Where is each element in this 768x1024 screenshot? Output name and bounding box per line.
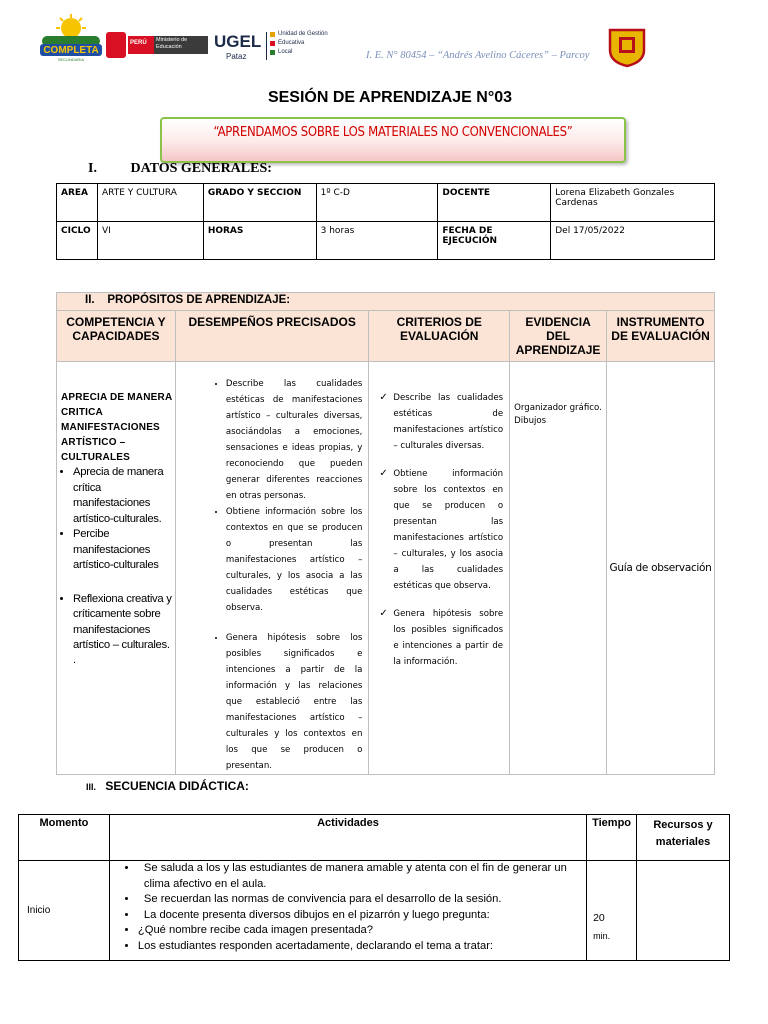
peru-shield-icon (106, 32, 126, 58)
desempeno-item: • Obtiene información sobre los contextos en que se producen o presentan las manifestaciones artístico – culturales, y los asocia a las cualidades estéticas que observa. (226, 504, 363, 616)
ugel-sub: Pataz (226, 52, 247, 61)
docente-value: Lorena Elizabeth Gonzales Cardenas (551, 184, 715, 222)
capacidad-item: • Percibe manifestaciones artístico-culturales (73, 527, 173, 574)
col-evidencia: EVIDENCIA DEL APRENDIZAJE (510, 311, 607, 362)
col-recursos: Recursos y materiales (637, 815, 730, 861)
ugel-unit-2: Educativa (278, 40, 305, 46)
horas-label: HORAS (203, 222, 316, 260)
actividades-cell (109, 861, 586, 961)
secuencia-table (18, 814, 730, 961)
ugel-logo (214, 30, 344, 64)
desempeno-item: • Genera hipótesis sobre los posibles significados e intenciones a partir de la información y las relaciones que estableció entre las manifestaciones artístico – culturales y los contextos en los que se producen o presentan. (226, 630, 363, 774)
tiempo-cell (587, 861, 637, 961)
grado-value: 1º C-D (316, 184, 438, 222)
propositos-table (56, 292, 715, 775)
fecha-label: FECHA DE EJECUCIÓN (438, 222, 551, 260)
school-name: I. E. N° 80454 – “Andrés Avelino Cáceres” – Parcoy (366, 50, 590, 61)
col-momento: Momento (19, 815, 110, 861)
area-label: AREA (57, 184, 98, 222)
col-desempenos: DESEMPEÑOS PRECISADOS (175, 311, 369, 362)
desempenos-cell (175, 362, 369, 775)
docente-label: DOCENTE (438, 184, 551, 222)
col-criterios: CRITERIOS DE EVALUACIÓN (369, 311, 510, 362)
trailing-dot: . (73, 653, 77, 666)
col-tiempo: Tiempo (587, 815, 637, 861)
desempenos-list (182, 376, 363, 774)
datos-table (56, 183, 715, 260)
capacidad-item: • Reflexiona creativa y críticamente sobre manifestaciones artístico – culturales. (73, 592, 173, 654)
actividad-item: • Los estudiantes responden acertadamente, declarando el tema a tratar: (138, 939, 582, 955)
session-subtitle-box (160, 117, 626, 163)
ministerio-label: Ministerio de Educación (156, 37, 188, 50)
competencia-cell (57, 362, 176, 775)
col-instrumento: INSTRUMENTO DE EVALUACIÓN (607, 311, 715, 362)
actividad-item: • La docente presenta diversos dibujos en el pizarrón y luego pregunta: (138, 908, 582, 924)
tiempo-value: 20 (593, 912, 605, 924)
completa-logo (38, 14, 104, 62)
criterios-cell (369, 362, 510, 775)
ugel-label: UGEL (214, 32, 262, 51)
col-competencia: COMPETENCIA Y CAPACIDADES (57, 311, 176, 362)
actividad-item: • Se recuerdan las normas de convivencia para el desarrollo de la sesión. (138, 892, 582, 908)
ugel-unit-3: Local (278, 49, 293, 55)
ciclo-label: CICLO (57, 222, 98, 260)
area-value: ARTE Y CULTURA (97, 184, 203, 222)
actividad-item: • Se saluda a los y las estudiantes de manera amable y atenta con el fin de generar un clima afectivo en el aula. (138, 861, 582, 892)
actividad-item: • ¿Qué nombre recibe cada imagen presentada? (138, 923, 582, 939)
criterio-item: ✓ Genera hipótesis sobre los posibles significados e intenciones a partir de la información. (393, 606, 503, 670)
completa-logo-text: COMPLETA (43, 45, 99, 56)
competencia-text: APRECIA DE MANERA CRITICA MANIFESTACIONES ARTÍSTICO – CULTURALES (61, 392, 172, 463)
capacidades-list (61, 465, 173, 654)
ciclo-value: VI (97, 222, 203, 260)
actividades-list (114, 861, 582, 954)
secuencia-heading (86, 779, 249, 793)
school-crest-icon (606, 26, 648, 68)
evidencia-cell (510, 362, 607, 775)
criterio-item: ✓ Describe las cualidades estéticas de manifestaciones artístico – culturales diversas. (393, 390, 503, 454)
instrumento-cell (607, 362, 715, 775)
fecha-value: Del 17/05/2022 (551, 222, 715, 260)
col-actividades: Actividades (109, 815, 586, 861)
evidencia-text: Organizador gráfico. Dibujos (514, 403, 602, 426)
datos-heading (88, 161, 272, 177)
secuencia-num: III. (86, 782, 97, 792)
session-subtitle: “APRENDAMOS SOBRE LOS MATERIALES NO CONVENCIONALES” (213, 125, 573, 140)
recursos-cell (637, 861, 730, 961)
datos-num: I. (88, 161, 97, 176)
criterios-list (377, 390, 503, 670)
header-logos (0, 0, 768, 80)
grado-label: GRADO Y SECCION (203, 184, 316, 222)
completa-logo-sub: SECUNDARIA (57, 57, 85, 62)
secuencia-title: SECUENCIA DIDÁCTICA: (105, 779, 249, 793)
ugel-unit-1: Unidad de Gestión (278, 31, 328, 37)
peru-label: PERÚ (130, 40, 147, 46)
momento-cell: Inicio (19, 861, 110, 961)
session-title: SESIÓN DE APRENDIZAJE N°03 (267, 89, 513, 106)
capacidad-item: • Aprecia de manera crítica manifestaciones artístico-culturales. (73, 465, 173, 527)
tiempo-unit: min. (593, 931, 611, 941)
instrumento-text: Guía de observación (609, 562, 712, 574)
propositos-heading: II. PROPÓSITOS DE APRENDIZAJE: (57, 293, 715, 311)
minedu-logo (106, 32, 208, 58)
criterio-item: ✓ Obtiene información sobre los contextos en que se producen o presentan las manifestaciones artístico – culturales, y los asocia a las cualidades estéticas que observa. (393, 466, 503, 594)
horas-value: 3 horas (316, 222, 438, 260)
datos-title: DATOS GENERALES: (130, 161, 272, 176)
desempeno-item: • Describe las cualidades estéticas de manifestaciones artístico – culturales diversas, asociándolas a emociones, sensaciones e ideas propias, y reconociendo que pueden generar diferentes reacciones en otras personas. (226, 376, 363, 504)
